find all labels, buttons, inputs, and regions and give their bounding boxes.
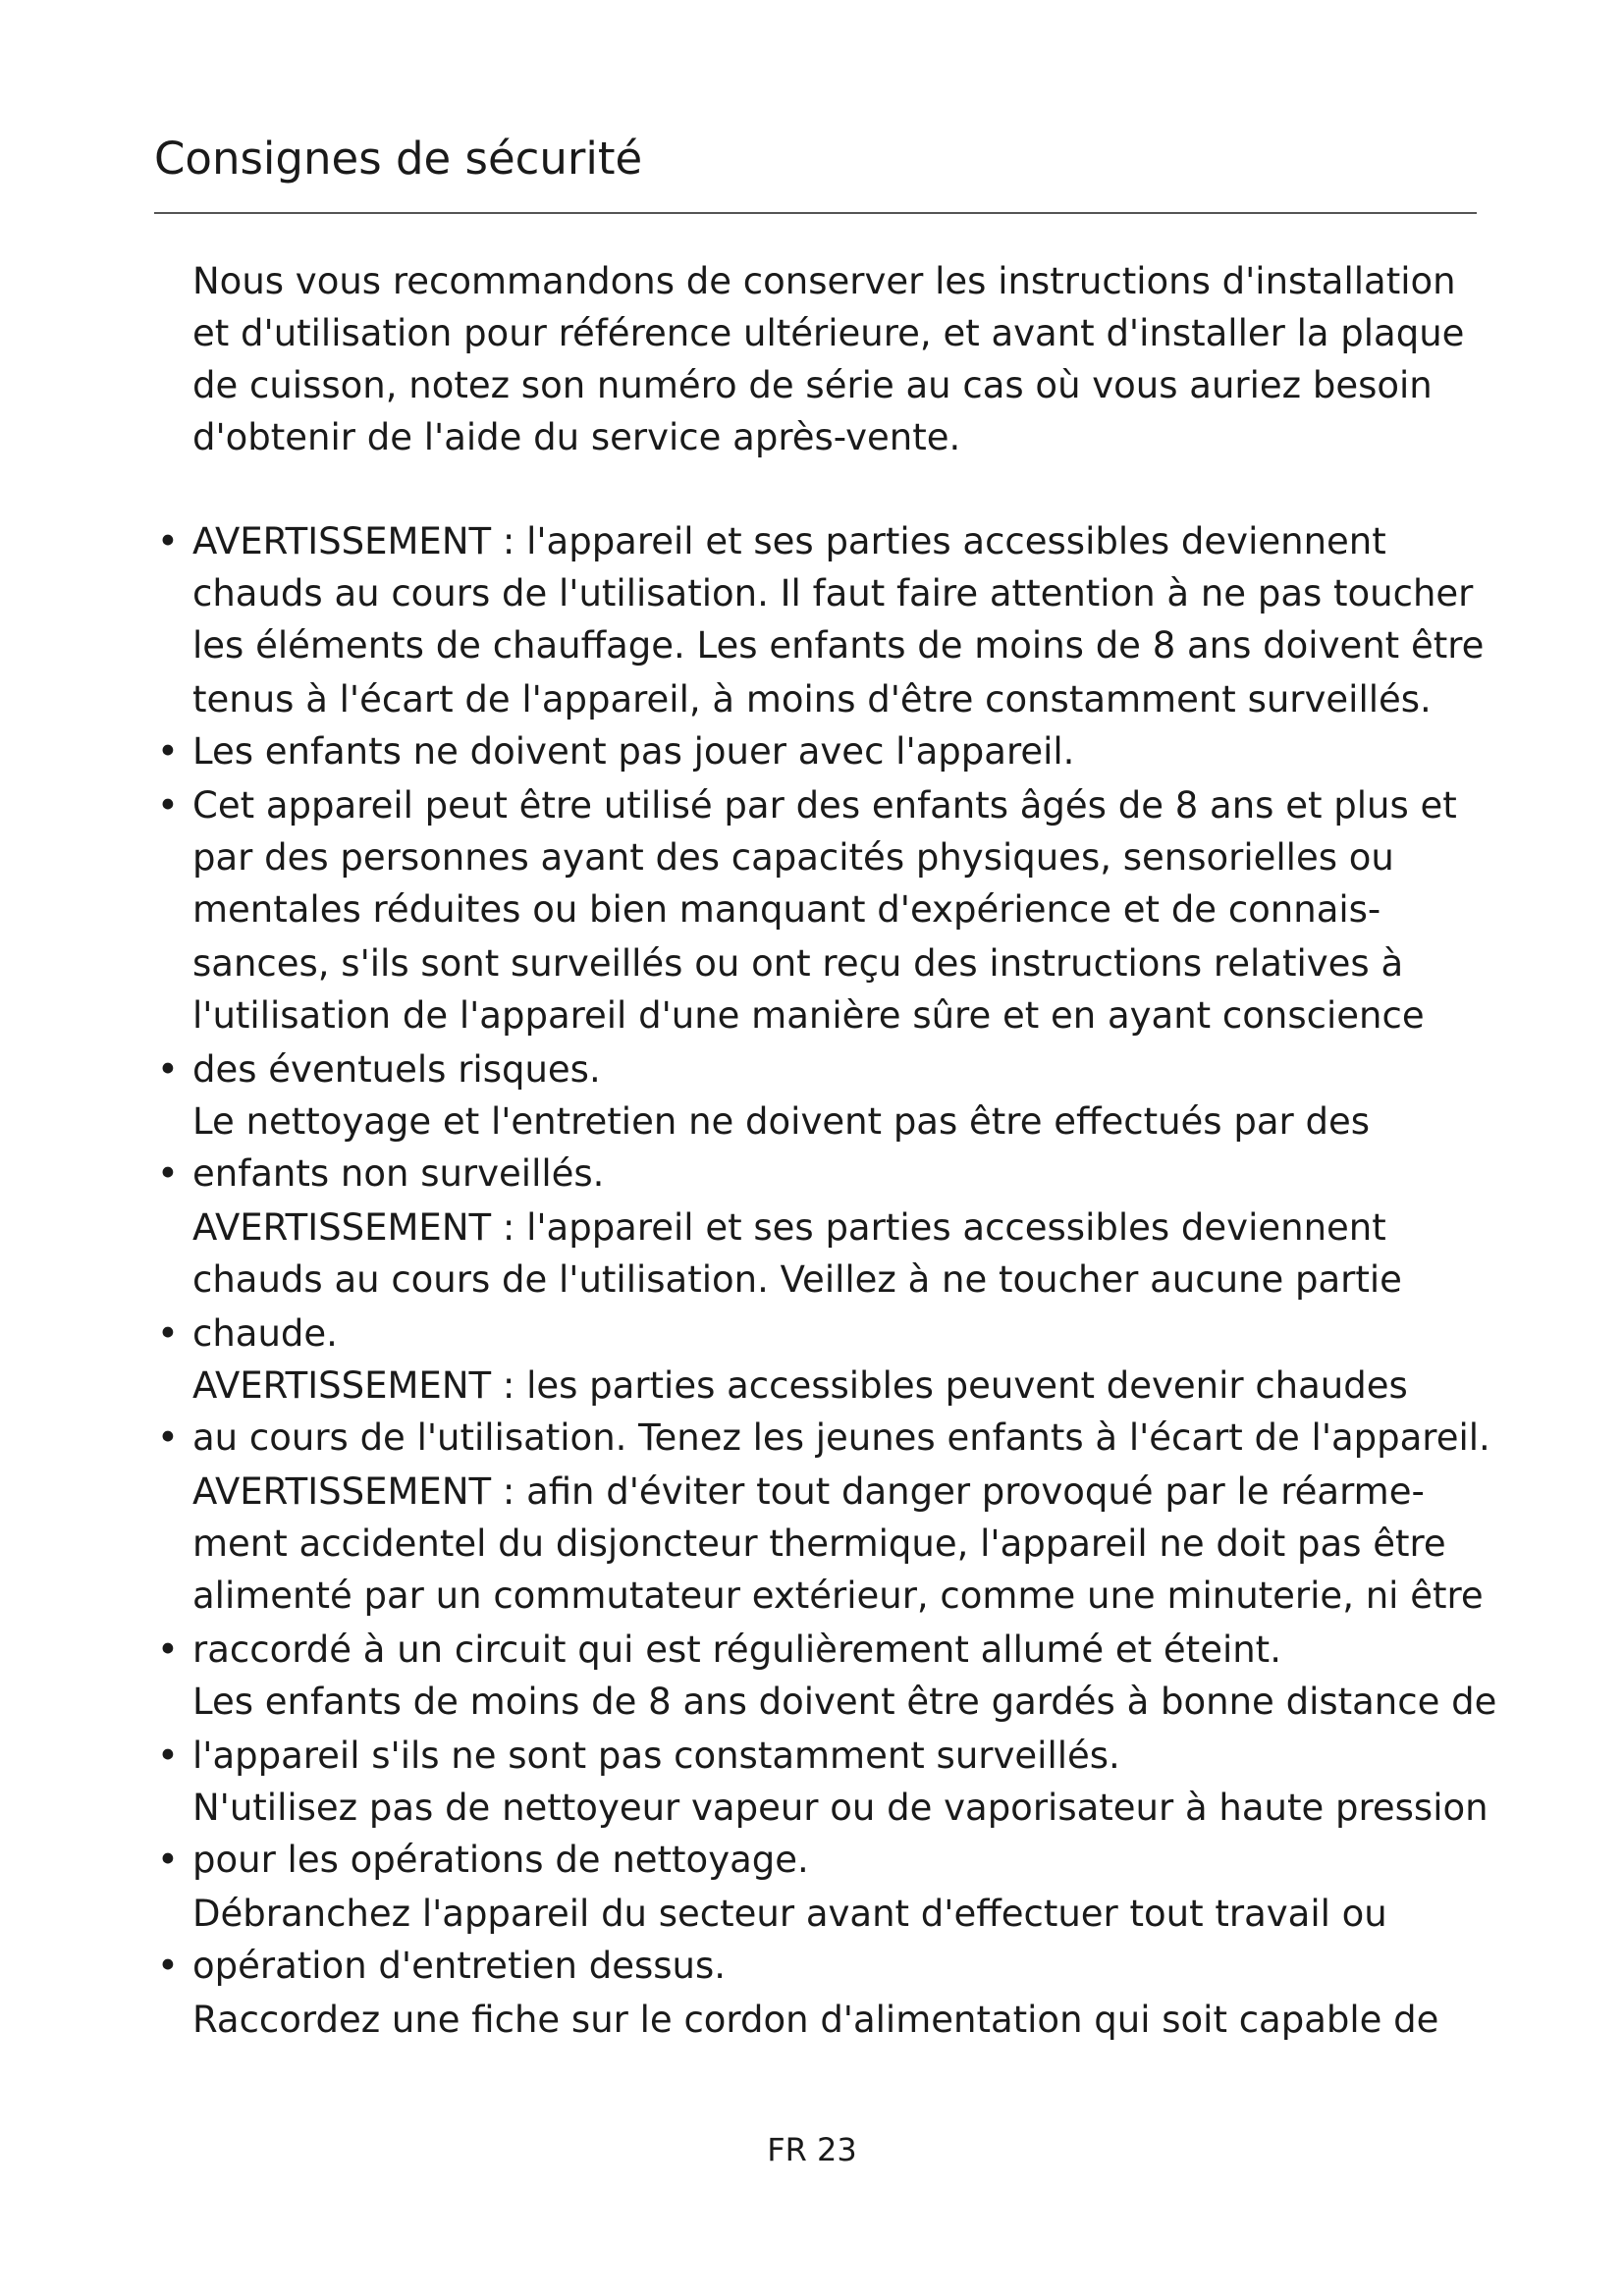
list-line: AVERTISSEMENT : afin d'éviter tout danger provoqué par le réarme- xyxy=(192,1470,1425,1513)
list-line: pour les opérations de nettoyage. xyxy=(192,1839,809,1881)
list-line: Cet appareil peut être utilisé par des enfants âgés de 8 ans et plus et xyxy=(192,784,1457,827)
list-line: Les enfants de moins de 8 ans doivent être gardés à bonne distance de xyxy=(192,1681,1497,1723)
bullet-marker: • xyxy=(157,1735,179,1777)
list-line: des éventuels risques. xyxy=(192,1048,601,1091)
list-line: N'utilisez pas de nettoyeur vapeur ou de vaporisateur à haute pression xyxy=(192,1787,1489,1829)
intro-line: Nous vous recommandons de conserver les instructions d'installation xyxy=(192,260,1456,302)
list-line: Le nettoyage et l'entretien ne doivent pas être effectués par des xyxy=(192,1100,1370,1143)
bullet-marker: • xyxy=(157,784,179,827)
bullet-marker: • xyxy=(157,520,179,562)
list-line: les éléments de chauffage. Les enfants de moins de 8 ans doivent être xyxy=(192,624,1485,667)
bullet-marker: • xyxy=(157,1945,179,1987)
list-line: Les enfants ne doivent pas jouer avec l'appareil. xyxy=(192,730,1075,773)
list-line: chaude. xyxy=(192,1312,338,1355)
list-line: Débranchez l'appareil du secteur avant d'effectuer tout travail ou xyxy=(192,1893,1387,1935)
bullet-marker: • xyxy=(157,1629,179,1671)
list-line: chauds au cours de l'utilisation. Veillez à ne toucher aucune partie xyxy=(192,1258,1402,1301)
bullet-marker: • xyxy=(157,730,179,773)
list-line: AVERTISSEMENT : les parties accessibles peuvent devenir chaudes xyxy=(192,1364,1408,1407)
bullet-marker: • xyxy=(157,1312,179,1355)
bullet-marker: • xyxy=(157,1839,179,1881)
list-line: mentales réduites ou bien manquant d'expérience et de connais- xyxy=(192,888,1381,931)
bullet-marker: • xyxy=(157,1152,179,1195)
list-line: au cours de l'utilisation. Tenez les jeunes enfants à l'écart de l'appareil. xyxy=(192,1416,1490,1459)
list-line: enfants non surveillés. xyxy=(192,1152,605,1195)
list-line: tenus à l'écart de l'appareil, à moins d'être constamment surveillés. xyxy=(192,678,1432,721)
list-line: par des personnes ayant des capacités physiques, sensorielles ou xyxy=(192,836,1394,879)
list-line: chauds au cours de l'utilisation. Il faut faire attention à ne pas toucher xyxy=(192,572,1474,614)
page-number: FR 23 xyxy=(767,2131,857,2168)
list-line: sances, s'ils sont surveillés ou ont reçu des instructions relatives à xyxy=(192,942,1404,985)
list-line: ment accidentel du disjoncteur thermique, l'appareil ne doit pas être xyxy=(192,1522,1446,1565)
intro-line: de cuisson, notez son numéro de série au cas où vous auriez besoin xyxy=(192,364,1433,406)
list-line: alimenté par un commutateur extérieur, comme une minuterie, ni être xyxy=(192,1575,1484,1617)
intro-line: d'obtenir de l'aide du service après-vente. xyxy=(192,416,961,458)
bullet-marker: • xyxy=(157,1048,179,1091)
list-line: l'utilisation de l'appareil d'une manière sûre et en ayant conscience xyxy=(192,994,1425,1037)
page-title: Consignes de sécurité xyxy=(154,133,643,185)
list-line: opération d'entretien dessus. xyxy=(192,1945,727,1987)
bullet-marker: • xyxy=(157,1416,179,1459)
list-line: AVERTISSEMENT : l'appareil et ses parties accessibles deviennent xyxy=(192,520,1386,562)
list-line: l'appareil s'ils ne sont pas constamment surveillés. xyxy=(192,1735,1120,1777)
intro-line: et d'utilisation pour référence ultérieure, et avant d'installer la plaque xyxy=(192,312,1465,354)
list-line: raccordé à un circuit qui est régulièrement allumé et éteint. xyxy=(192,1629,1281,1671)
list-line: AVERTISSEMENT : l'appareil et ses parties accessibles deviennent xyxy=(192,1206,1386,1249)
list-line: Raccordez une fiche sur le cordon d'alimentation qui soit capable de xyxy=(192,1999,1439,2041)
